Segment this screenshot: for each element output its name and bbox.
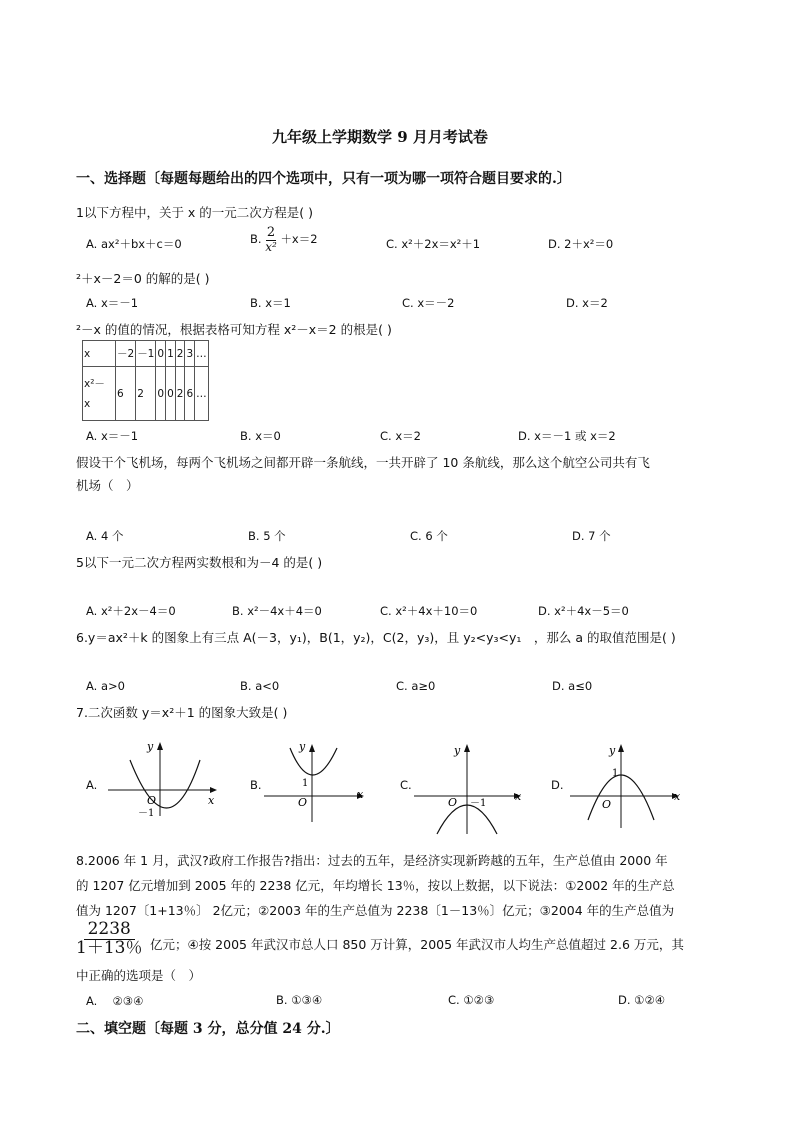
- fraction-denominator: x²: [265, 239, 277, 254]
- question-7-option-b: B.: [250, 778, 262, 792]
- table-cell: 0: [156, 367, 166, 421]
- question-3-option-b: B. x＝0: [240, 429, 281, 443]
- question-1-option-d: D. 2＋x²＝0: [548, 237, 614, 251]
- question-2-option-a: A. x＝－1: [86, 296, 139, 310]
- question-4-option-b: B. 5 个: [248, 529, 286, 543]
- fraction-numerator: 2238: [84, 921, 135, 940]
- graph-b: [262, 738, 372, 823]
- question-2-option-b: B. x＝1: [250, 296, 291, 310]
- question-1-option-b: [250, 226, 318, 253]
- table-cell: [83, 367, 116, 421]
- question-5-stem: 5以下一元二次方程两实数根和为－4 的是( ): [76, 555, 323, 570]
- table-cell: 0: [166, 367, 176, 421]
- graph-c: [412, 738, 527, 836]
- table-cell: x: [83, 341, 116, 367]
- x-axis-label: x: [515, 790, 522, 803]
- question-5-option-b: B. x²－4x＋4＝0: [232, 604, 322, 618]
- question-5-option-a: A. x²＋2x－4＝0: [86, 604, 176, 618]
- page-title: 九年级上学期数学 9 月月考试卷: [272, 128, 488, 146]
- x-axis-label: x: [674, 790, 681, 803]
- x-axis-label: x: [208, 794, 215, 807]
- y-axis-label: y: [147, 740, 154, 753]
- table-cell: 2: [175, 341, 185, 367]
- question-6-option-b: B. a<0: [240, 679, 280, 693]
- question-8-option-d: D. ①②④: [618, 993, 666, 1007]
- section-1-heading: 一、选择题〔每题每题给出的四个选项中，只有一项为哪一项符合题目要求的.〕: [76, 171, 571, 187]
- question-4-option-c: C. 6 个: [410, 529, 448, 543]
- question-6-option-c: C. a≥0: [396, 679, 436, 693]
- question-3-option-c: C. x＝2: [380, 429, 421, 443]
- table-cell: …: [195, 367, 209, 421]
- tick-label-1: 1: [302, 778, 309, 789]
- fraction-2238-over-1plus13: [76, 921, 142, 958]
- question-5-option-c: C. x²＋4x＋10＝0: [380, 604, 478, 618]
- question-4-line-1: 假设干个飞机场，每两个飞机场之间都开辟一条航线，一共开辟了 10 条航线，那么这个航空公司共有飞: [76, 455, 650, 470]
- question-1-stem: 1以下方程中，关于 x 的一元二次方程是( ): [76, 205, 314, 220]
- question-1-option-a: A. ax²＋bx＋c＝0: [86, 237, 182, 251]
- question-8-line-1: 8.2006 年 1 月，武汉?政府工作报告?指出：过去的五年，是经济实现新跨越的五年，生产总值由 2000 年: [76, 853, 668, 868]
- graph-a: [100, 738, 225, 818]
- tick-label-neg1: －1: [470, 798, 487, 809]
- question-7-option-a: A.: [86, 778, 98, 792]
- question-4-line-2: 机场（ ）: [76, 478, 139, 493]
- section-2-heading: 二、填空题〔每题 3 分，总分值 24 分.〕: [76, 1021, 340, 1037]
- value-table: [82, 340, 209, 421]
- question-2-stem: ²＋x－2＝0 的解的是( ): [76, 271, 210, 286]
- table-cell: 3: [185, 341, 195, 367]
- question-8-line-4: 亿元；④按 2005 年武汉市总人口 850 万计算，2005 年武汉市人均生产总值超过 2.6 万元，其: [150, 937, 684, 952]
- question-5-option-d: D. x²＋4x－5＝0: [538, 604, 629, 618]
- table-cell: 2: [136, 367, 156, 421]
- question-2-option-d: D. x＝2: [566, 296, 608, 310]
- question-6-option-d: D. a≤0: [552, 679, 593, 693]
- question-7-stem: 7.二次函数 y＝x²＋1 的图象大致是( ): [76, 705, 288, 720]
- table-cell: 1: [166, 341, 176, 367]
- table-cell: 6: [185, 367, 195, 421]
- tick-label-neg1: －1: [138, 808, 155, 818]
- question-2-option-c: C. x＝－2: [402, 296, 455, 310]
- question-7-option-d: D.: [551, 778, 564, 792]
- option-b-suffix: ＋x＝2: [280, 232, 318, 247]
- origin-label: O: [602, 798, 612, 811]
- fraction-2-over-x2: [265, 226, 277, 253]
- question-8-option-c: C. ①②③: [448, 993, 495, 1007]
- question-4-option-d: D. 7 个: [572, 529, 611, 543]
- table-row-label-line1: x²－: [84, 377, 105, 390]
- table-cell: 2: [175, 367, 185, 421]
- table-cell: －2: [116, 341, 136, 367]
- question-4-option-a: A. 4 个: [86, 529, 124, 543]
- fraction-denominator: 1＋13％: [76, 937, 143, 958]
- table-row-label-line2: x: [84, 397, 91, 410]
- graph-d: [566, 738, 686, 830]
- origin-label: O: [298, 796, 308, 809]
- y-axis-label: y: [609, 744, 616, 757]
- question-6-option-a: A. a>0: [86, 679, 125, 693]
- tick-label-1: 1: [612, 768, 619, 779]
- question-6-stem: 6.y＝ax²＋k 的图象上有三点 A(－3，y₁)，B(1，y₂)，C(2，y₃)，且 y₂<y₃<y₁ ，那么 a 的取值范围是( ): [76, 630, 676, 645]
- question-3-option-a: A. x＝－1: [86, 429, 139, 443]
- question-1-option-c: C. x²＋2x＝x²＋1: [386, 237, 481, 251]
- fraction-numerator: 2: [266, 225, 276, 240]
- origin-label: O: [147, 794, 157, 807]
- question-8-line-5: 中正确的选项是（ ）: [76, 968, 202, 983]
- table-cell: －1: [136, 341, 156, 367]
- question-8-line-3: 值为 1207〔1+13％〕 2亿元；②2003 年的生产总值为 2238〔1－13％〕亿元；③2004 年的生产总值为: [76, 903, 675, 918]
- y-axis-label: y: [299, 740, 306, 753]
- question-3-option-d: D. x＝－1 或 x＝2: [518, 429, 616, 443]
- x-axis-label: x: [357, 788, 364, 801]
- origin-label: O: [448, 796, 458, 809]
- question-8-option-a: A. ②③④: [86, 994, 144, 1008]
- question-3-stem: ²－x 的值的情况，根据表格可知方程 x²－x＝2 的根是( ): [76, 322, 392, 337]
- question-8-line-2: 的 1207 亿元增加到 2005 年的 2238 亿元，年均增长 13％，按以上数据，以下说法：①2002 年的生产总: [76, 878, 675, 893]
- table-cell: 6: [116, 367, 136, 421]
- option-b-prefix: B.: [250, 232, 262, 247]
- question-7-option-c: C.: [400, 778, 412, 792]
- y-axis-label: y: [454, 744, 461, 757]
- question-8-option-b: B. ①③④: [276, 993, 323, 1007]
- table-cell: 0: [156, 341, 166, 367]
- table-cell: …: [195, 341, 209, 367]
